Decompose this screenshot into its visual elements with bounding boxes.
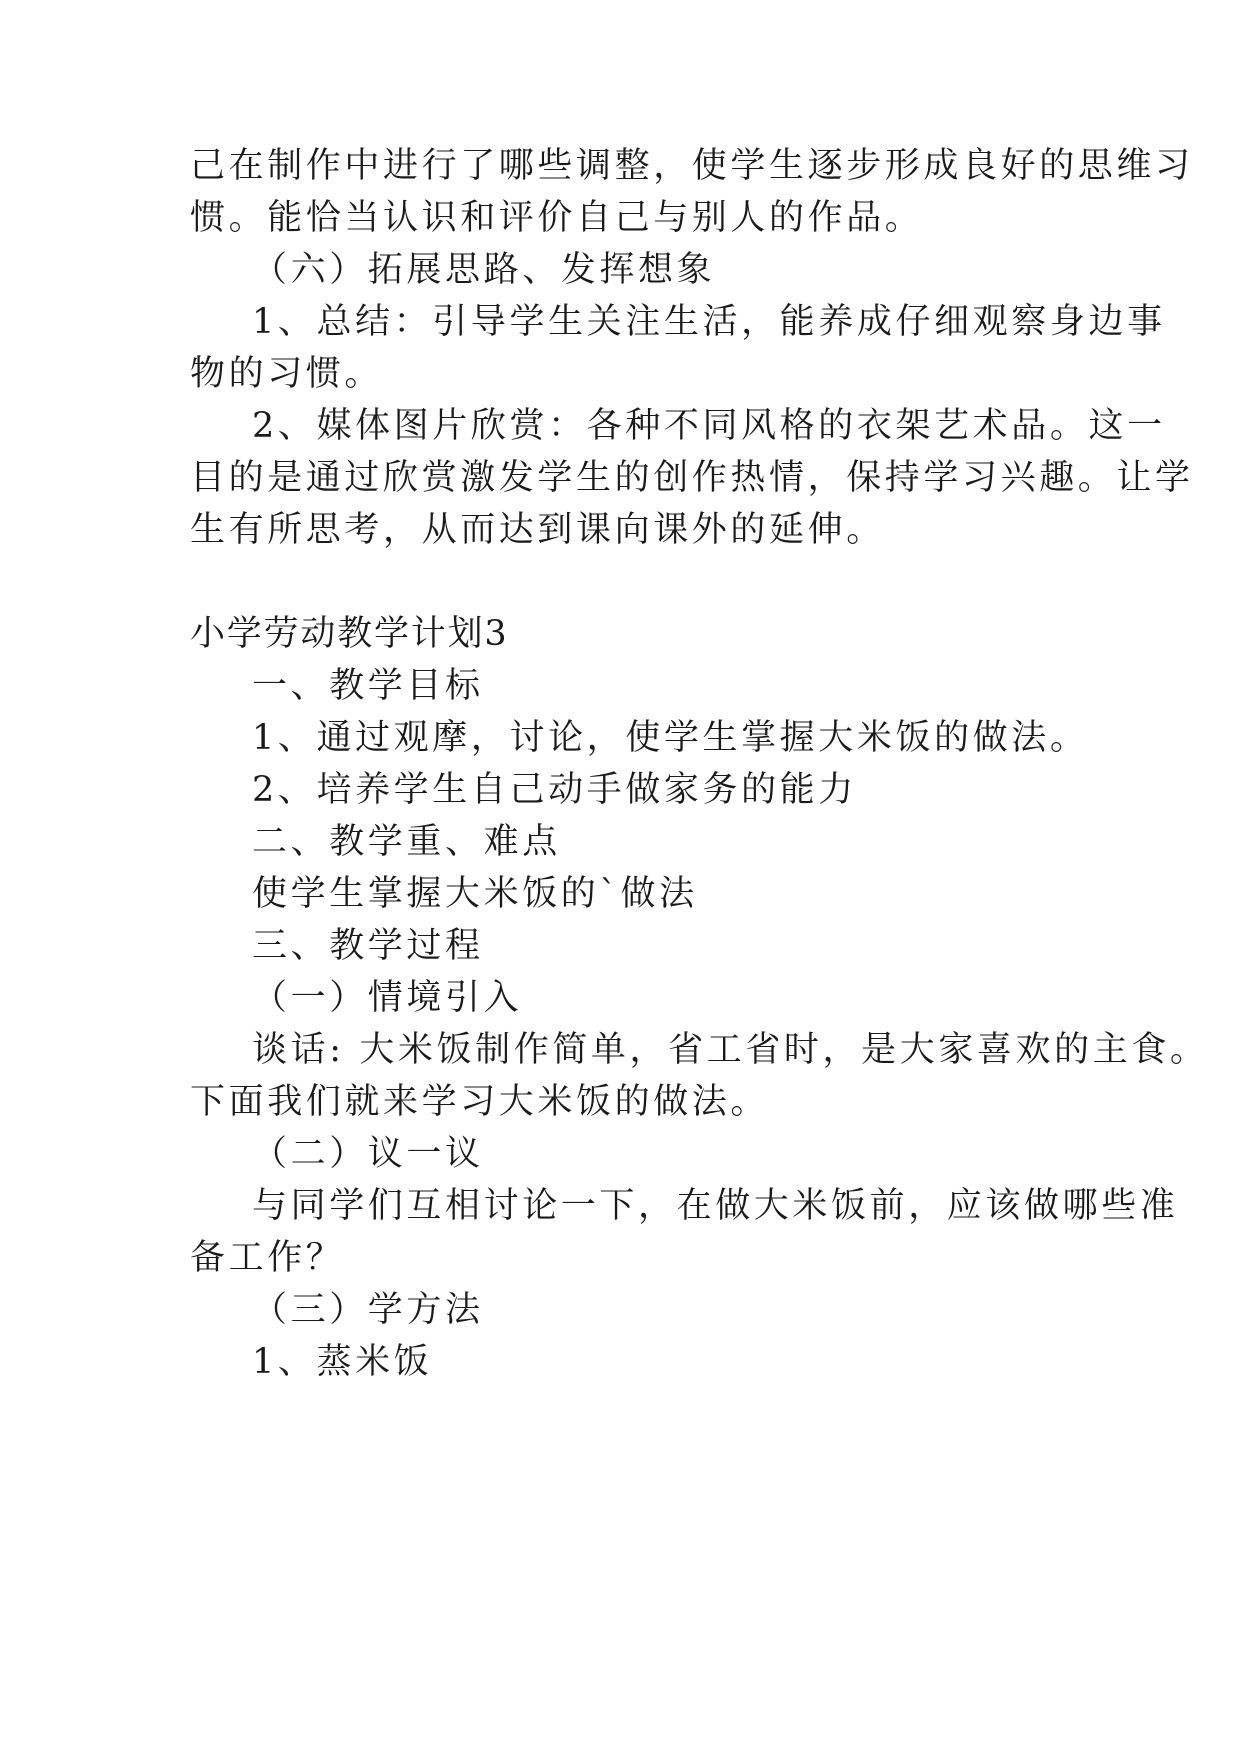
list-item: 1、通过观摩，讨论，使学生掌握大米饭的做法。 bbox=[252, 718, 1089, 758]
paragraph-line: 生有所思考，从而达到课向课外的延伸。 bbox=[190, 510, 885, 550]
section-heading: （三）学方法 bbox=[252, 1290, 484, 1330]
paragraph-line: 下面我们就来学习大米饭的做法。 bbox=[190, 1082, 770, 1122]
paragraph-line: 惯。能恰当认识和评价自己与别人的作品。 bbox=[190, 198, 924, 238]
section-heading: （六）拓展思路、发挥想象 bbox=[252, 250, 716, 290]
paragraph-line: 物的习惯。 bbox=[190, 354, 384, 394]
paragraph-line: 2、媒体图片欣赏：各种不同风格的衣架艺术品。这一 bbox=[252, 406, 1166, 446]
document-title: 小学劳动教学计划3 bbox=[190, 614, 509, 654]
section-heading: 三、教学过程 bbox=[252, 926, 484, 966]
paragraph-line: 使学生掌握大米饭的`做法 bbox=[252, 874, 698, 914]
paragraph-line: 与同学们互相讨论一下，在做大米饭前，应该做哪些准 bbox=[252, 1186, 1179, 1226]
section-heading: （一）情境引入 bbox=[252, 978, 523, 1018]
section-heading: （二）议一议 bbox=[252, 1134, 484, 1174]
section-heading: 二、教学重、难点 bbox=[252, 822, 561, 862]
paragraph-line: 谈话: 大米饭制作简单，省工省时，是大家喜欢的主食。 bbox=[252, 1030, 1209, 1070]
list-item: 1、蒸米饭 bbox=[252, 1342, 433, 1382]
list-item: 2、培养学生自己动手做家务的能力 bbox=[252, 770, 857, 810]
paragraph-line: 目的是通过欣赏激发学生的创作热情，保持学习兴趣。让学 bbox=[190, 458, 1194, 498]
paragraph-line: 己在制作中进行了哪些调整，使学生逐步形成良好的思维习 bbox=[190, 146, 1194, 186]
section-heading: 一、教学目标 bbox=[252, 666, 484, 706]
paragraph-line: 备工作？ bbox=[190, 1238, 345, 1278]
paragraph-line: 1、总结：引导学生关注生活，能养成仔细观察身边事 bbox=[252, 302, 1166, 342]
